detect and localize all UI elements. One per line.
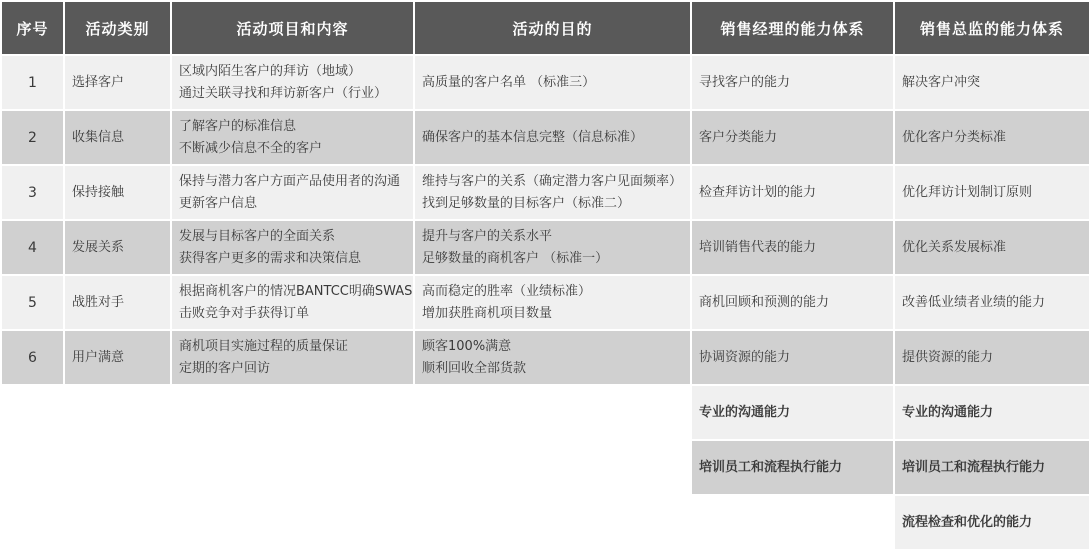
purpose-line: 增加获胜商机项目数量: [422, 305, 553, 321]
purpose-line: 高质量的客户名单 （标准三）: [422, 74, 596, 90]
column-header-director-capability: 销售总监的能力体系: [895, 2, 1089, 54]
content-cell: [172, 276, 413, 329]
content-cell: [172, 166, 413, 219]
manager-capability-cell: 培训销售代表的能力: [692, 221, 893, 274]
director-capability-cell: 提供资源的能力: [895, 331, 1089, 384]
content-line: 不断减少信息不全的客户: [179, 140, 323, 156]
manager-capability-cell: 协调资源的能力: [692, 331, 893, 384]
column-header-manager-capability: 销售经理的能力体系: [692, 2, 893, 54]
empty-cell: [2, 496, 690, 549]
column-header-index: 序号: [2, 2, 63, 54]
content-line: 商机项目实施过程的质量保证: [179, 338, 349, 354]
category-cell: 用户满意: [65, 331, 170, 384]
table-row: [2, 56, 1089, 109]
table-row: [2, 221, 1089, 274]
purpose-line: 提升与客户的关系水平: [422, 228, 553, 244]
director-capability-cell: 专业的沟通能力: [895, 386, 1089, 439]
manager-capability-cell: 专业的沟通能力: [692, 386, 893, 439]
content-line: 发展与目标客户的全面关系: [179, 228, 336, 244]
empty-cell: [2, 441, 690, 494]
content-cell: [172, 111, 413, 164]
column-header-category: 活动类别: [65, 2, 170, 54]
content-line: 区域内陌生客户的拜访（地域）: [179, 63, 362, 79]
purpose-cell: [415, 56, 690, 109]
table-row-extra: [2, 496, 1089, 549]
column-header-content: 活动项目和内容: [172, 2, 413, 54]
director-capability-cell: 流程检查和优化的能力: [895, 496, 1089, 549]
purpose-line: 确保客户的基本信息完整（信息标准）: [422, 129, 644, 145]
manager-capability-cell: 寻找客户的能力: [692, 56, 893, 109]
column-header-purpose: 活动的目的: [415, 2, 690, 54]
content-line: 通过关联寻找和拜访新客户（行业）: [179, 85, 388, 101]
director-capability-cell: 培训员工和流程执行能力: [895, 441, 1089, 494]
purpose-line: 足够数量的商机客户 （标准一）: [422, 250, 609, 266]
row-number-cell: 5: [2, 276, 63, 329]
category-cell: 发展关系: [65, 221, 170, 274]
table-row: [2, 276, 1089, 329]
content-line: 保持与潜力客户方面产品使用者的沟通: [179, 173, 401, 189]
empty-cell: [2, 386, 690, 439]
row-number-cell: 3: [2, 166, 63, 219]
row-number-cell: 2: [2, 111, 63, 164]
empty-cell: [692, 496, 893, 549]
content-line: 根据商机客户的情况BANTCC明确SWAS: [179, 283, 413, 299]
manager-capability-cell: 检查拜访计划的能力: [692, 166, 893, 219]
category-cell: 选择客户: [65, 56, 170, 109]
purpose-line: 找到足够数量的目标客户（标准二）: [422, 195, 631, 211]
purpose-cell: [415, 111, 690, 164]
purpose-line: 高而稳定的胜率（业绩标准）: [422, 283, 592, 299]
purpose-line: 维持与客户的关系（确定潜力客户见面频率）: [422, 173, 683, 189]
purpose-cell: [415, 331, 690, 384]
content-line: 了解客户的标准信息: [179, 118, 297, 134]
manager-capability-cell: 商机回顾和预测的能力: [692, 276, 893, 329]
table-row: [2, 166, 1089, 219]
manager-capability-cell: 培训员工和流程执行能力: [692, 441, 893, 494]
purpose-cell: [415, 276, 690, 329]
purpose-cell: [415, 221, 690, 274]
row-number-cell: 6: [2, 331, 63, 384]
content-cell: [172, 56, 413, 109]
content-cell: [172, 221, 413, 274]
header-row: [2, 2, 1089, 54]
purpose-line: 顾客100%满意: [422, 338, 512, 354]
content-line: 定期的客户回访: [179, 360, 271, 376]
category-cell: 保持接触: [65, 166, 170, 219]
director-capability-cell: 解决客户冲突: [895, 56, 1089, 109]
director-capability-cell: 优化关系发展标准: [895, 221, 1089, 274]
content-cell: [172, 331, 413, 384]
content-line: 击败竞争对手获得订单: [179, 305, 310, 321]
manager-capability-cell: 客户分类能力: [692, 111, 893, 164]
category-cell: 战胜对手: [65, 276, 170, 329]
row-number-cell: 1: [2, 56, 63, 109]
director-capability-cell: 优化客户分类标准: [895, 111, 1089, 164]
director-capability-cell: 优化拜访计划制订原则: [895, 166, 1089, 219]
table-row: [2, 331, 1089, 384]
content-line: 更新客户信息: [179, 195, 258, 211]
table-row: [2, 111, 1089, 164]
content-line: 获得客户更多的需求和决策信息: [179, 250, 362, 266]
director-capability-cell: 改善低业绩者业绩的能力: [895, 276, 1089, 329]
table-row-extra: [2, 386, 1089, 439]
row-number-cell: 4: [2, 221, 63, 274]
purpose-line: 顺利回收全部货款: [422, 360, 527, 376]
purpose-cell: [415, 166, 690, 219]
category-cell: 收集信息: [65, 111, 170, 164]
table-row-extra: [2, 441, 1089, 494]
